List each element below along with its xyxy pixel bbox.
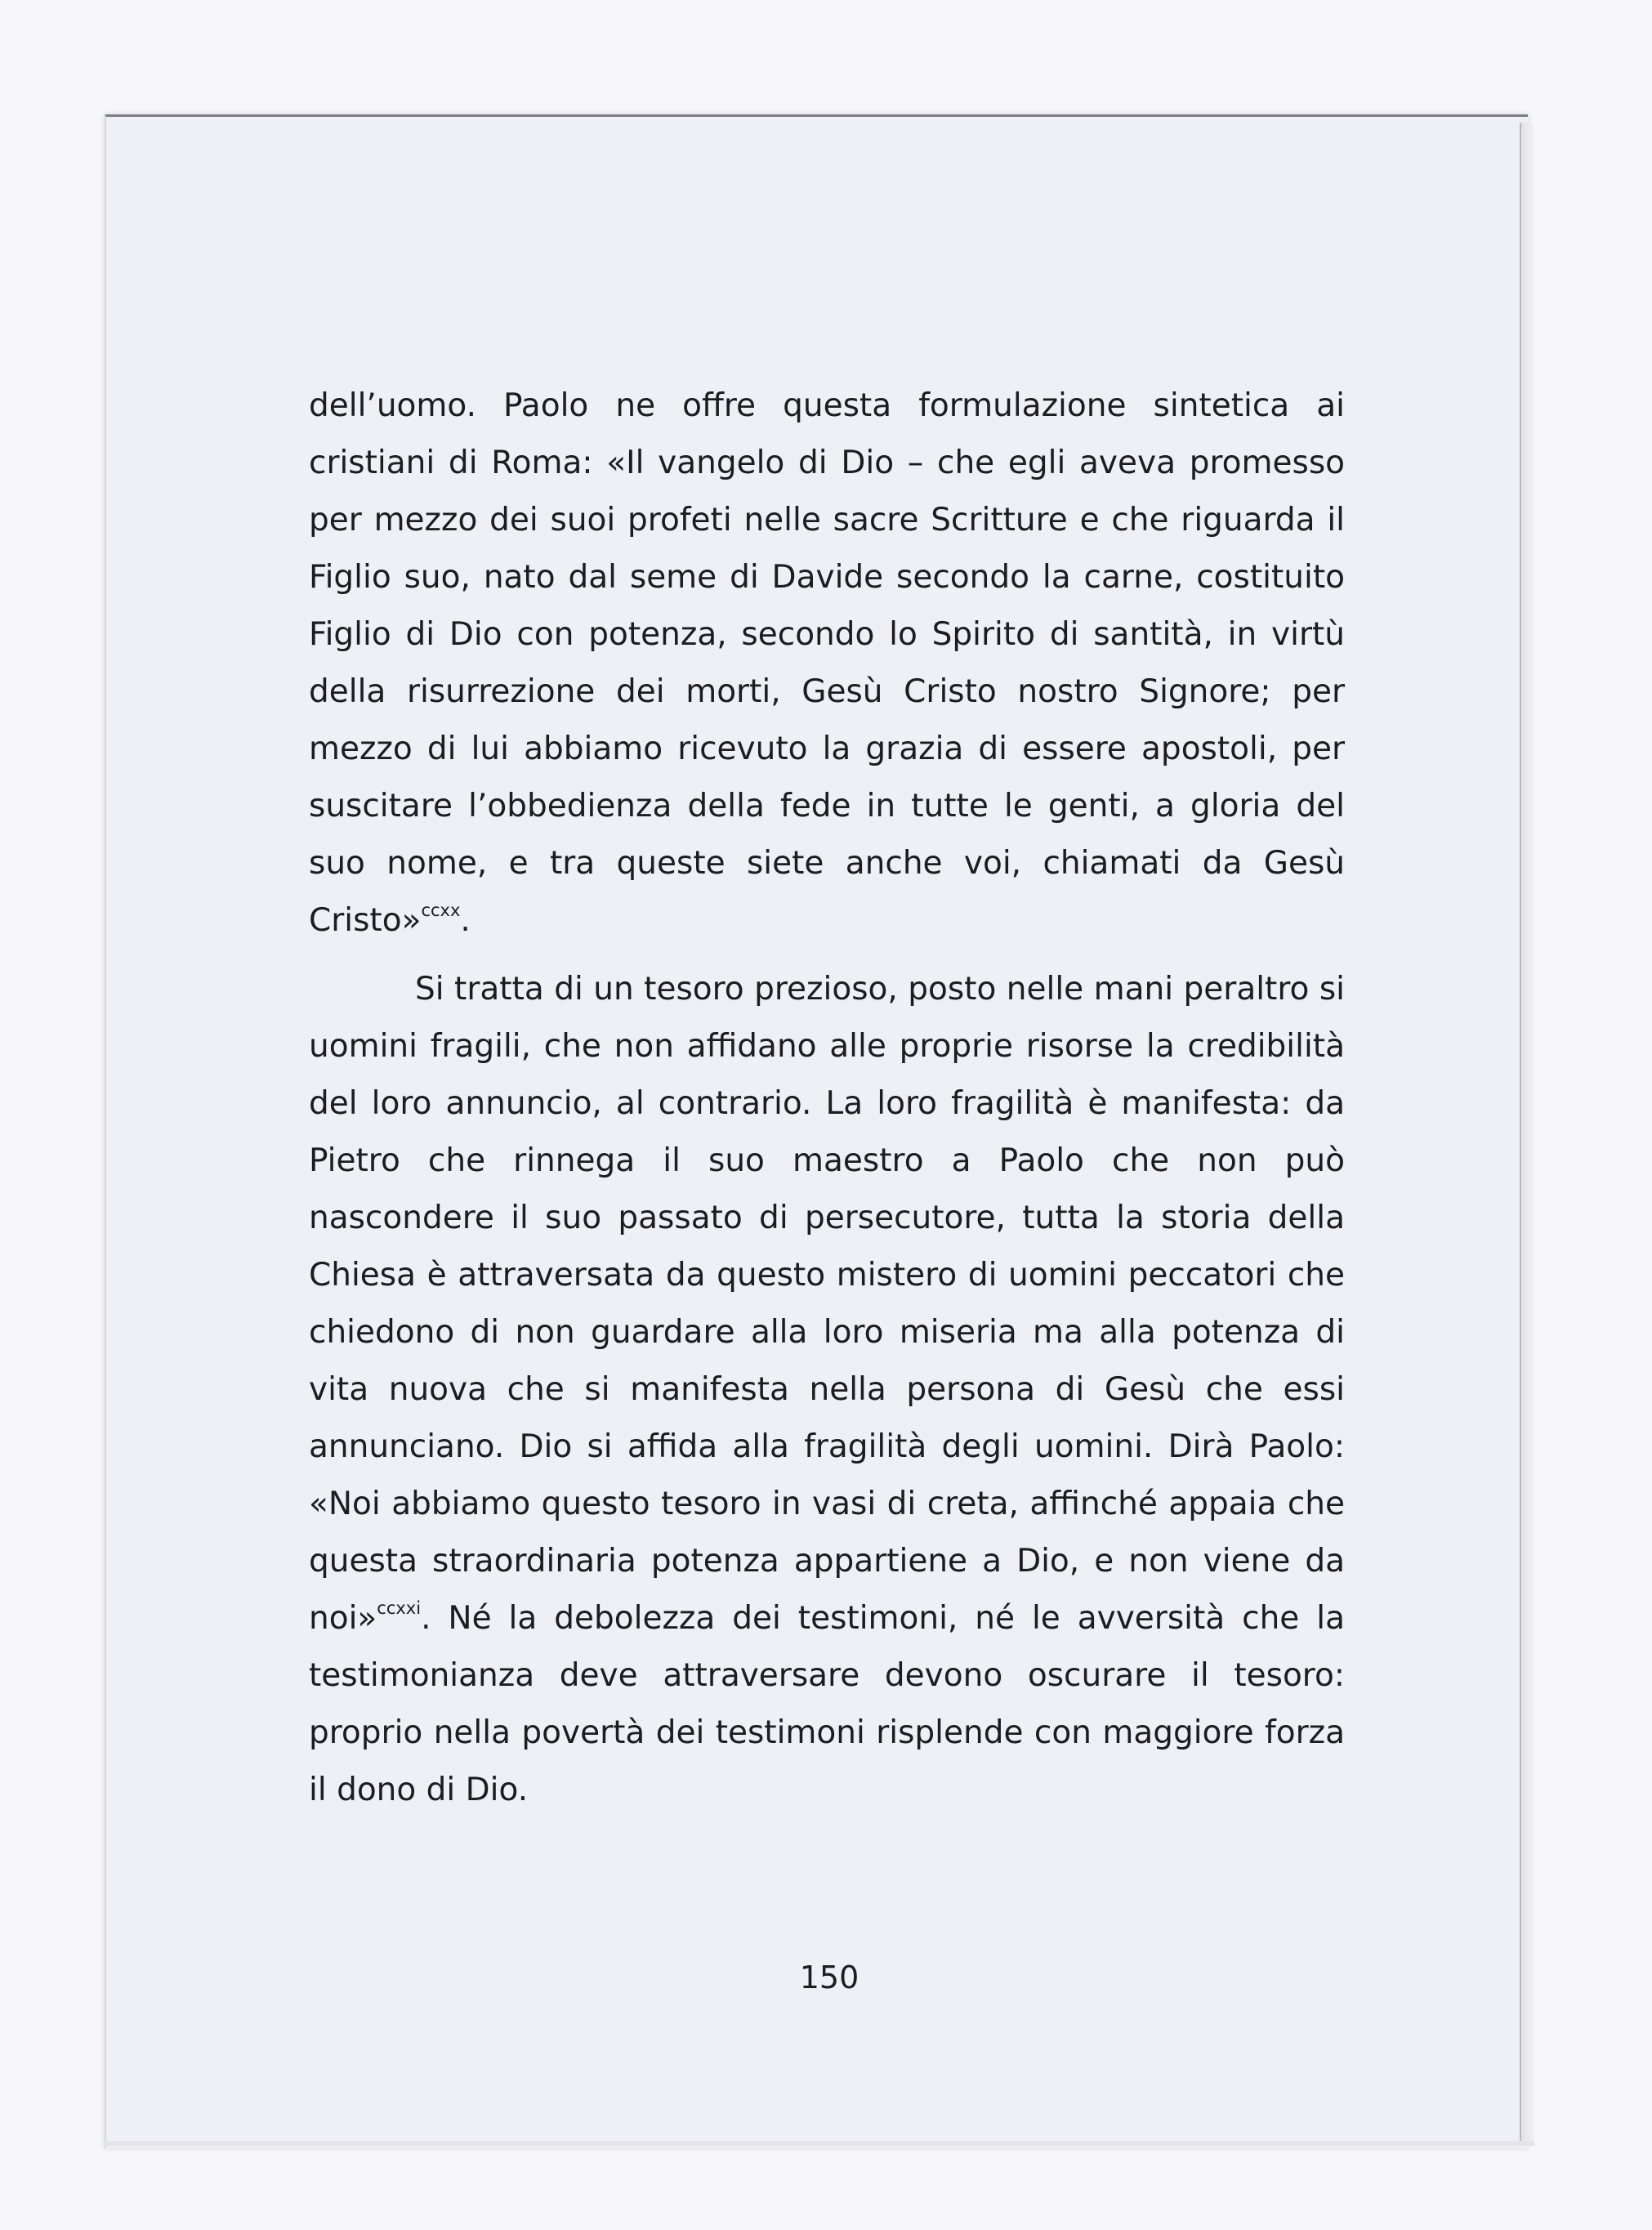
page-number: 150 bbox=[799, 1960, 859, 1995]
paragraph-1 bbox=[309, 378, 1345, 950]
paragraph-2-end: . Né la debolezza dei testimoni, né le avversità che la testimonianza deve attraversare devono oscurare il tesoro: proprio nella povertà dei testimoni risplende con maggiore forza il dono di Dio. bbox=[309, 1600, 1345, 1808]
paragraph-2 bbox=[309, 961, 1345, 1819]
page-bottom-edge bbox=[105, 2141, 1534, 2146]
paragraph-1-text: dell’uomo. Paolo ne offre questa formulazione sintetica ai cristiani di Roma: «Il vangelo di Dio – che egli aveva promesso per mezzo dei suoi profeti nelle sacre Scritture e che riguarda il Figlio suo, nato dal seme di Davide secondo la carne, costituito Figlio di Dio con potenza, secondo lo Spirito di santità, in virtù della risurrezione dei morti, Gesù Cristo nostro Signore; per mezzo di lui abbiamo ricevuto la grazia di essere apostoli, per suscitare l’obbedienza della fede in tutte le genti, a gloria del suo nome, e tra queste siete anche voi, chiamati da Gesù Cristo» bbox=[309, 387, 1345, 939]
paragraph-2-text: Si tratta di un tesoro prezioso, posto nelle mani peraltro si uomini fragili, che non affidano alle proprie risorse la credibilità del loro annuncio, al contrario. La loro fragilità è manifesta: da Pietro che rinnega il suo maestro a Paolo che non può nascondere il suo passato di persecutore, tutta la storia della Chiesa è attraversata da questo mistero di uomini peccatori che chiedono di non guardare alla loro miseria ma alla potenza di vita nuova che si manifesta nella persona di Gesù che essi annunciano. Dio si affida alla fragilità degli uomini. Dirà Paolo: «Noi abbiamo questo tesoro in vasi di creta, affinché appaia che questa straordinaria potenza appartiene a Dio, e non viene da noi» bbox=[309, 971, 1345, 1637]
body-text bbox=[309, 378, 1345, 1819]
book-spine-edge bbox=[1520, 123, 1534, 2146]
paragraph-1-end: . bbox=[460, 902, 471, 939]
endnote-reference-ccxxi[interactable]: ccxxi bbox=[377, 1598, 422, 1618]
endnote-reference-ccxx[interactable]: ccxx bbox=[421, 900, 461, 920]
